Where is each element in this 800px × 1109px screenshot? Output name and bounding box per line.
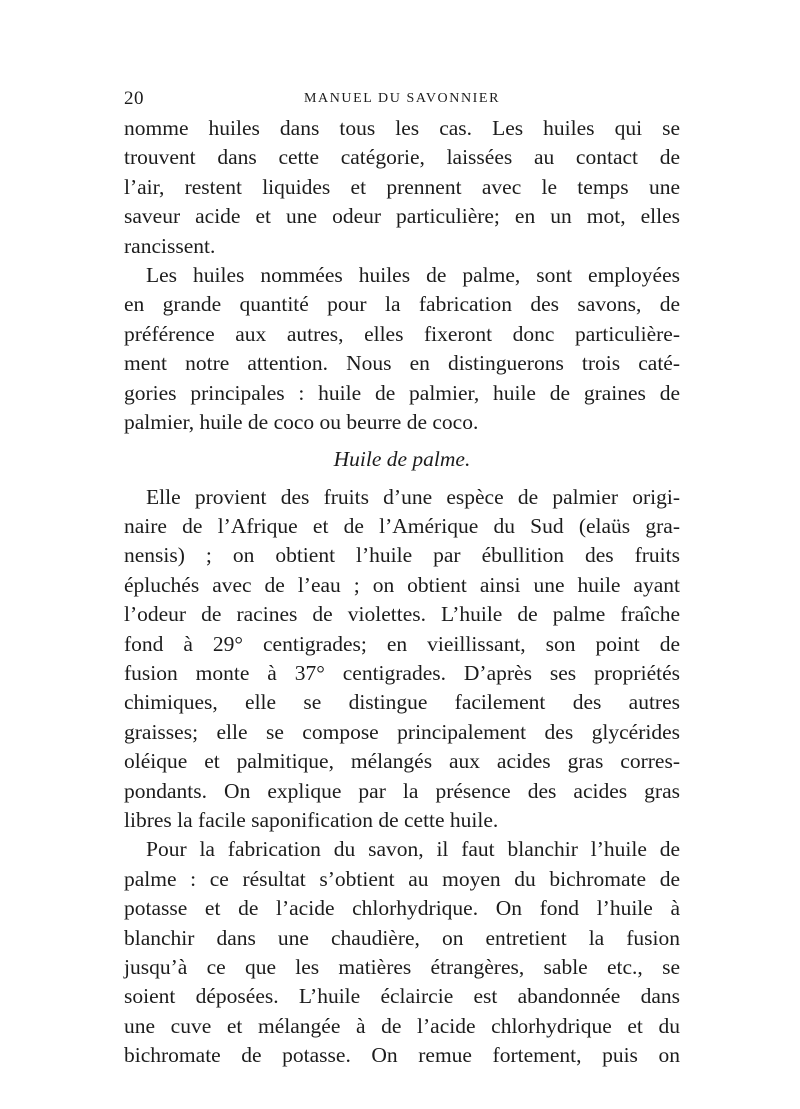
text-line: l’air, restent liquides et prennent avec le temps une bbox=[124, 174, 680, 199]
text-line: saveur acide et une odeur particulière; en un mot, elles bbox=[124, 204, 680, 229]
paragraph-1 bbox=[124, 114, 680, 261]
text-line: chimiques, elle se distingue facilement des autres bbox=[124, 690, 680, 715]
section-heading: Huile de palme. bbox=[333, 447, 471, 472]
text-line: Elle provient des fruits d’une espèce de palmier origi- bbox=[146, 484, 680, 509]
running-title: MANUEL DU SAVONNIER bbox=[303, 91, 501, 106]
text-line: épluchés avec de l’eau ; on obtient ainsi une huile ayant bbox=[124, 572, 680, 597]
text-line: fusion monte à 37° centigrades. D’après ses propriétés bbox=[124, 661, 680, 686]
paragraph-4 bbox=[124, 835, 680, 1070]
text-line: libres la facile saponification de cette huile. bbox=[124, 807, 499, 832]
text-line: Les huiles nommées huiles de palme, sont employées bbox=[146, 262, 680, 287]
text-line: une cuve et mélangée à de l’acide chlorhydrique et du bbox=[124, 1013, 680, 1038]
text-line: Pour la fabrication du savon, il faut blanchir l’huile de bbox=[146, 837, 680, 862]
text-line: potasse et de l’acide chlorhydrique. On fond l’huile à bbox=[124, 896, 680, 921]
running-head bbox=[124, 86, 680, 112]
text-line: soient déposées. L’huile éclaircie est abandonnée dans bbox=[124, 984, 680, 1009]
text-line: gories principales : huile de palmier, huile de graines de bbox=[124, 380, 680, 405]
text-line: préférence aux autres, elles fixeront donc particulière- bbox=[124, 321, 680, 346]
text-line: trouvent dans cette catégorie, laissées au contact de bbox=[124, 145, 680, 170]
text-line: rancissent. bbox=[124, 233, 216, 258]
text-line: nomme huiles dans tous les cas. Les huiles qui se bbox=[124, 116, 680, 140]
text-line: ment notre attention. Nous en distinguerons trois caté- bbox=[124, 351, 680, 376]
text-line: nensis) ; on obtient l’huile par ébullition des fruits bbox=[124, 543, 680, 568]
text-line: en grande quantité pour la fabrication des savons, de bbox=[124, 292, 680, 317]
paragraph-3 bbox=[124, 483, 680, 836]
text-line: fond à 29° centigrades; en vieillissant, son point de bbox=[124, 631, 680, 656]
paragraph-2 bbox=[124, 261, 680, 437]
text-line: palmier, huile de coco ou beurre de coco. bbox=[124, 409, 479, 434]
text-line: palme : ce résultat s’obtient au moyen du bichromate de bbox=[124, 866, 680, 891]
page-number: 20 bbox=[124, 88, 144, 109]
text-line: naire de l’Afrique et de l’Amérique du Sud (elaüs gra- bbox=[124, 514, 680, 539]
text-line: graisses; elle se compose principalement des glycérides bbox=[124, 719, 680, 744]
text-line: oléique et palmitique, mélangés aux acides gras corres- bbox=[124, 749, 680, 774]
text-line: jusqu’à ce que les matières étrangères, sable etc., se bbox=[124, 954, 680, 979]
text-line: l’odeur de racines de violettes. L’huile de palme fraîche bbox=[124, 602, 680, 627]
body-text bbox=[124, 114, 680, 1071]
text-line: pondants. On explique par la présence des acides gras bbox=[124, 778, 680, 803]
text-line: blanchir dans une chaudière, on entretient la fusion bbox=[124, 925, 680, 950]
text-line: bichromate de potasse. On remue fortement, puis on bbox=[124, 1043, 680, 1068]
